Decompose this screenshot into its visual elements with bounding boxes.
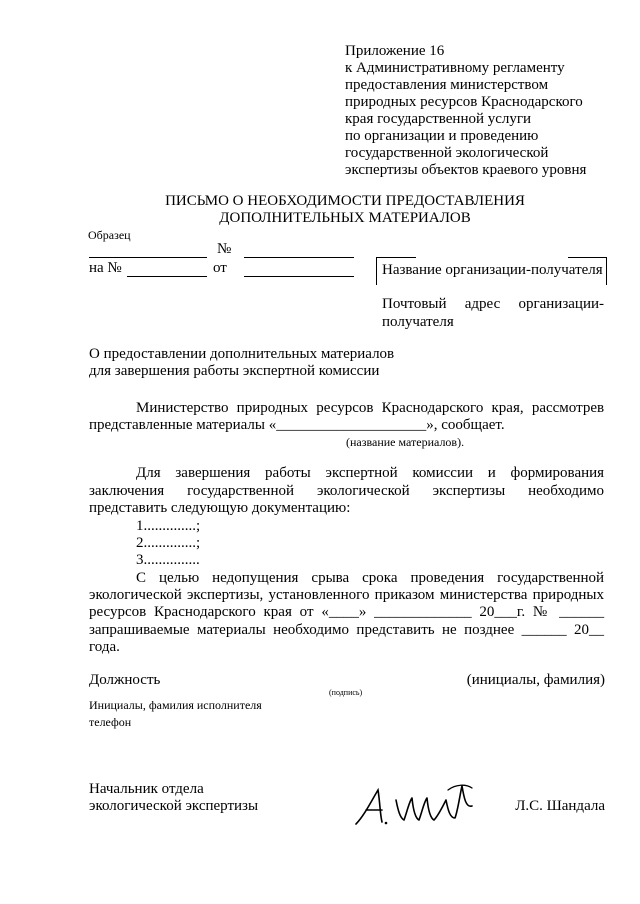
para3-line-1: С целью недопущения срыва срока проведения государственной bbox=[136, 570, 605, 586]
position-label: Должность bbox=[89, 672, 161, 688]
subject-line-2: для завершения работы экспертной комиссии bbox=[89, 363, 380, 379]
outgoing-date-line bbox=[244, 257, 354, 258]
recipient-corner-left-h bbox=[376, 257, 416, 258]
recipient-address-line-2: получателя bbox=[382, 314, 454, 330]
para1-line-2: представленные материалы «____________________», сообщает. bbox=[89, 417, 505, 433]
ref-number-line bbox=[127, 276, 207, 277]
title-line-2: ДОПОЛНИТЕЛЬНЫХ МАТЕРИАЛОВ bbox=[219, 210, 471, 226]
document-title bbox=[0, 193, 640, 227]
para2-line-1: Для завершения работы экспертной комиссии и формирования bbox=[136, 465, 605, 481]
footer-position bbox=[89, 781, 258, 815]
sample-label: Образец bbox=[88, 228, 131, 242]
appendix-line: экспертизы объектов краевого уровня bbox=[345, 162, 587, 178]
recipient-corner-left-v bbox=[376, 257, 377, 285]
appendix-line: государственной экологической bbox=[345, 145, 549, 161]
recipient-address-line-1: Почтовый адрес организации- bbox=[382, 296, 604, 312]
handwritten-signature bbox=[352, 780, 477, 830]
subject bbox=[89, 346, 394, 380]
ref-label: на № bbox=[89, 260, 122, 276]
signer-name: Л.С. Шандала bbox=[515, 798, 605, 814]
list-item: 3............... bbox=[136, 552, 200, 568]
signature-note: (подпись) bbox=[329, 688, 363, 697]
para3-line-3: ресурсов Краснодарского края от «____» _____________ 20___г. № ______ bbox=[89, 604, 605, 620]
footer-line-2: экологической экспертизы bbox=[89, 798, 259, 814]
subject-line-1: О предоставлении дополнительных материалов bbox=[89, 346, 395, 362]
executor-line-2: телефон bbox=[89, 715, 132, 729]
list-item: 2..............; bbox=[136, 535, 201, 551]
number-sign: № bbox=[217, 241, 232, 257]
para2-line-2: заключения государственной экологической экспертизы необходимо bbox=[89, 483, 605, 499]
recipient-corner-right-h bbox=[568, 257, 606, 258]
para3-line-2: экологической экспертизы, установленного приказом министерства природных bbox=[89, 587, 605, 603]
footer-line-1: Начальник отдела bbox=[89, 781, 204, 797]
ref-date-line bbox=[244, 276, 354, 277]
appendix-line: Приложение 16 bbox=[345, 43, 445, 59]
title-line-1: ПИСЬМО О НЕОБХОДИМОСТИ ПРЕДОСТАВЛЕНИЯ bbox=[165, 193, 525, 209]
appendix-line: по организации и проведению bbox=[345, 128, 539, 144]
from-label: от bbox=[213, 260, 227, 276]
para3-line-4: запрашиваемые материалы необходимо представить не позднее ______ 20__ bbox=[89, 622, 605, 638]
appendix-line: к Административному регламенту bbox=[345, 60, 565, 76]
para2-line-3: представить следующую документацию: bbox=[89, 500, 351, 516]
outgoing-number-line bbox=[89, 257, 207, 258]
executor-line-1: Инициалы, фамилия исполнителя bbox=[89, 698, 262, 712]
initials-label: (инициалы, фамилия) bbox=[466, 672, 605, 688]
para1-line-1: Министерство природных ресурсов Краснодарского края, рассмотрев bbox=[136, 400, 605, 416]
appendix-block bbox=[345, 43, 586, 179]
appendix-line: природных ресурсов Краснодарского bbox=[345, 94, 583, 110]
list-item: 1..............; bbox=[136, 518, 201, 534]
recipient-name: Название организации-получателя bbox=[382, 262, 603, 278]
recipient-corner-right-v bbox=[606, 257, 607, 285]
signature-scribble bbox=[352, 780, 477, 830]
appendix-line: края государственной услуги bbox=[345, 111, 532, 127]
appendix-line: предоставления министерством bbox=[345, 77, 549, 93]
para3-line-5: года. bbox=[89, 639, 120, 655]
materials-note: (название материалов). bbox=[346, 435, 465, 449]
documents-list bbox=[136, 518, 200, 569]
